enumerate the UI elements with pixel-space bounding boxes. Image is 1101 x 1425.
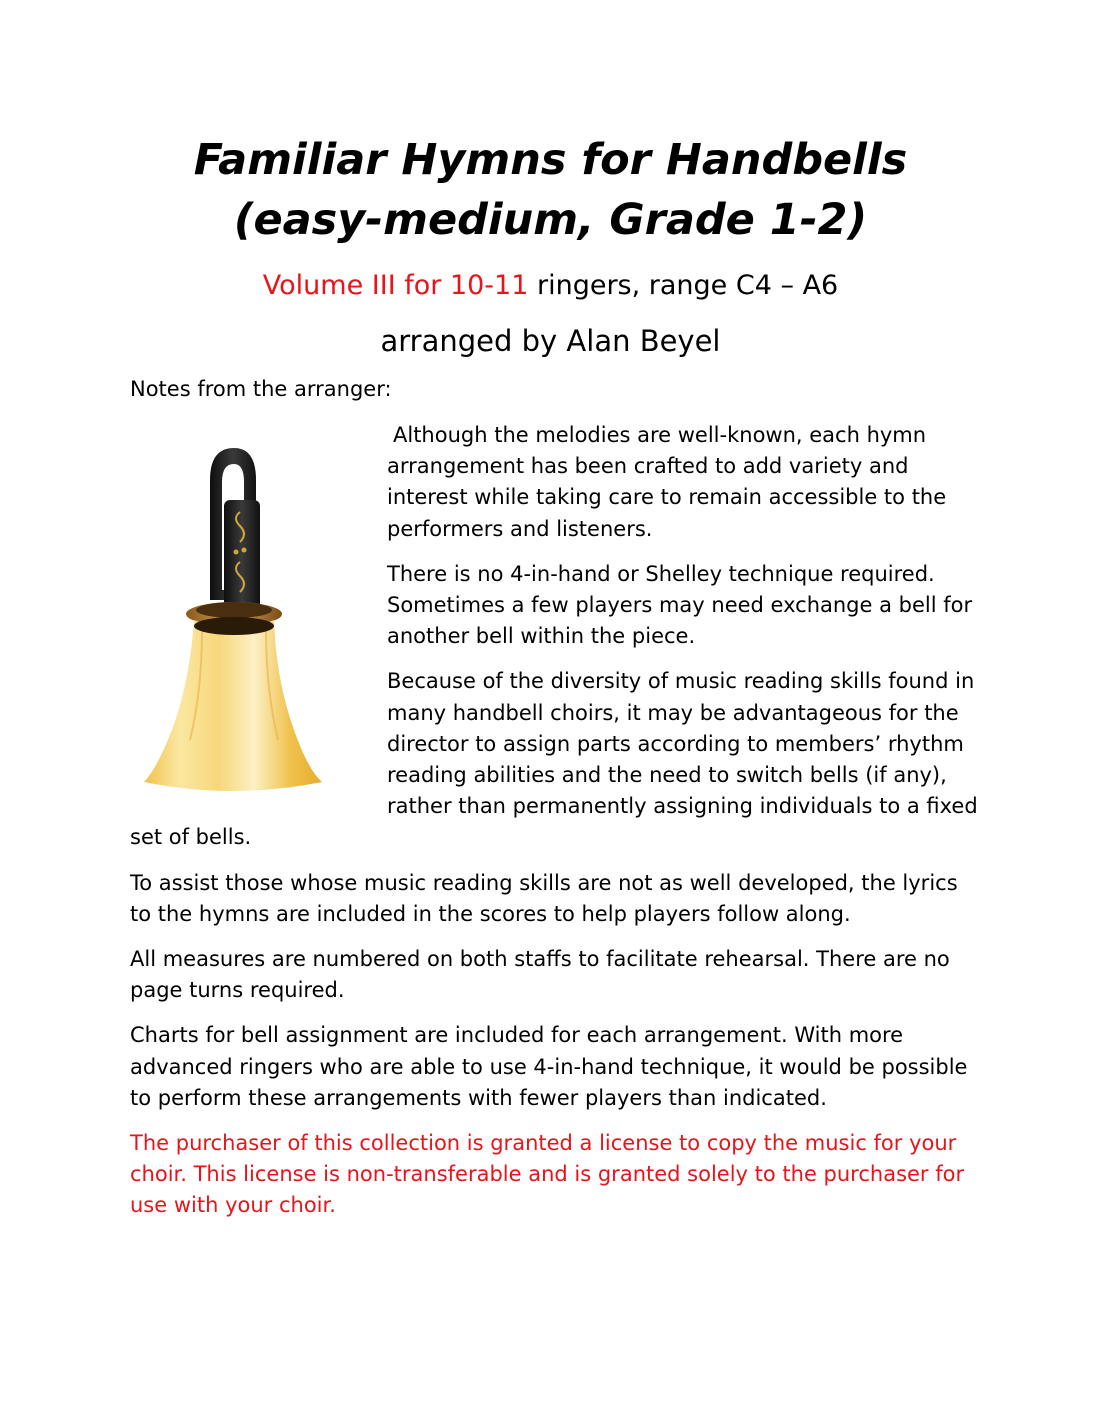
notes-heading: Notes from the arranger: [130,377,392,401]
volume-subtitle-red: Volume III for 10-11 [262,270,529,301]
license-notice: The purchaser of this collection is granted a license to copy the music for your choir. This license is non-transferable and is granted solely to the purchaser for use with your choir. [130,1131,965,1218]
note-paragraph-3: Because of the diversity of music reading skills found in many handbell choirs, it may be advantageous for the director to assign parts according to members’ rhythm reading abilities and the need to switch bells (if any), rather than permanently assigning individuals to a fixed set of bells. [130,669,978,850]
note-paragraph-5: All measures are numbered on both staffs to facilitate rehearsal. There are no page turns required. [130,947,950,1003]
note-paragraph-1: Although the melodies are well-known, each hymn arrangement has been crafted to add variety and interest while taking care to remain accessible to the performers and listeners. [387,423,947,541]
image-spacer [130,420,387,805]
note-paragraph-2: There is no 4-in-hand or Shelley technique required. Sometimes a few players may need exchange a bell for another bell within the piece. [387,561,973,649]
page-title-line-1: Familiar Hymns for Handbells [193,135,908,185]
note-paragraph-4: To assist those whose music reading skills are not as well developed, the lyrics to the hymns are included in the scores to help players follow along. [130,870,958,926]
arranger-byline: arranged by Alan Beyel [380,324,721,358]
note-paragraph-6: Charts for bell assignment are included for each arrangement. With more advanced ringers who are able to use 4-in-hand technique, it would be possible to perform these arrangements with fewer players than indicated. [130,1023,968,1110]
volume-subtitle [0,266,1101,306]
arranger-notes [130,420,980,1236]
page-title-line-2: (easy-medium, Grade 1-2) [233,195,868,245]
volume-subtitle-range: ringers, range C4 – A6 [528,270,839,301]
